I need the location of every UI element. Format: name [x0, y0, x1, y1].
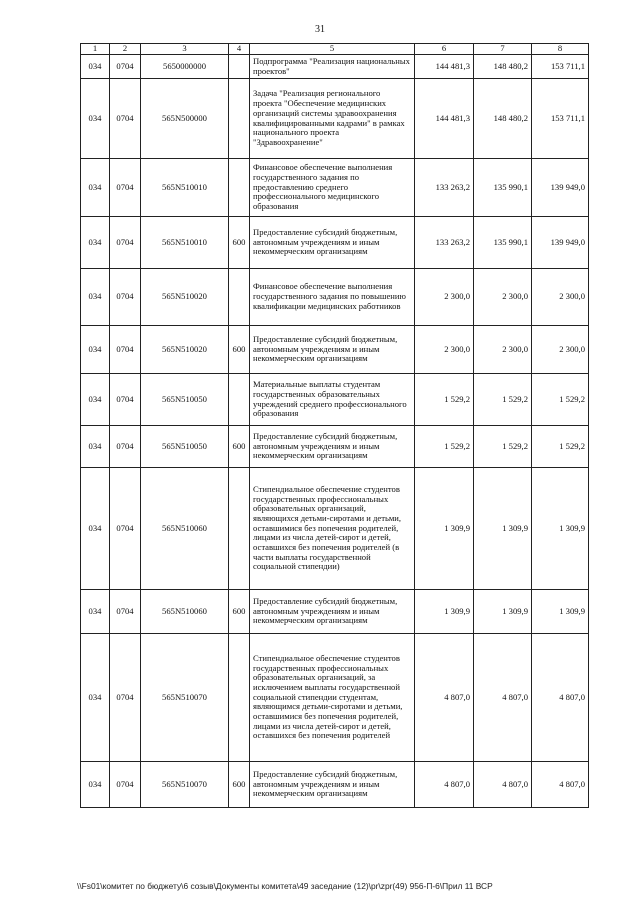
- amount-year-1-cell: 133 263,2: [415, 159, 474, 217]
- amount-year-2-cell: 135 990,1: [474, 159, 532, 217]
- amount-year-2-cell: 1 529,2: [474, 374, 532, 426]
- amount-year-3-cell: 1 309,9: [532, 590, 589, 634]
- footer-file-path: \\Fs01\комитет по бюджету\6 созыв\Документы комитета\49 заседание (12)\pr\zpr(49) 956-П-6\Прил 11 ВСР: [77, 881, 493, 891]
- target-article-cell: 565N510010: [141, 159, 229, 217]
- ministry-code-cell: 034: [81, 426, 110, 468]
- amount-year-2-cell: 2 300,0: [474, 269, 532, 326]
- description-cell: Предоставление субсидий бюджетным, автономным учреждениям и иным некоммерческим организациям: [250, 326, 415, 374]
- page-number: 31: [315, 24, 325, 35]
- amount-year-3-cell: 139 949,0: [532, 217, 589, 269]
- target-article-cell: 565N510050: [141, 426, 229, 468]
- ministry-code-cell: 034: [81, 269, 110, 326]
- expense-type-cell: [229, 159, 250, 217]
- description-cell: Предоставление субсидий бюджетным, автономным учреждениям и иным некоммерческим организациям: [250, 426, 415, 468]
- description-cell: Материальные выплаты студентам государственных образовательных учреждений среднего профессионального образования: [250, 374, 415, 426]
- amount-year-3-cell: 1 529,2: [532, 374, 589, 426]
- amount-year-3-cell: 153 711,1: [532, 55, 589, 79]
- table-header-row: [81, 44, 589, 55]
- column-header: 4: [229, 44, 250, 55]
- table-row: [81, 217, 589, 269]
- expense-type-cell: 600: [229, 590, 250, 634]
- table-row: [81, 374, 589, 426]
- table-row: [81, 159, 589, 217]
- expense-type-cell: [229, 468, 250, 590]
- target-article-cell: 565N510070: [141, 762, 229, 808]
- section-code-cell: 0704: [110, 374, 141, 426]
- column-header: 8: [532, 44, 589, 55]
- section-code-cell: 0704: [110, 634, 141, 762]
- section-code-cell: 0704: [110, 590, 141, 634]
- amount-year-2-cell: 1 309,9: [474, 590, 532, 634]
- ministry-code-cell: 034: [81, 159, 110, 217]
- table-row: [81, 79, 589, 159]
- expense-type-cell: [229, 634, 250, 762]
- section-code-cell: 0704: [110, 468, 141, 590]
- ministry-code-cell: 034: [81, 762, 110, 808]
- section-code-cell: 0704: [110, 762, 141, 808]
- column-header: 1: [81, 44, 110, 55]
- amount-year-2-cell: 135 990,1: [474, 217, 532, 269]
- description-cell: Подпрограмма "Реализация национальных проектов": [250, 55, 415, 79]
- target-article-cell: 565N510060: [141, 590, 229, 634]
- table-row: [81, 326, 589, 374]
- target-article-cell: 565N510070: [141, 634, 229, 762]
- description-cell: Стипендиальное обеспечение студентов государственных профессиональных образовательных организаций, за исключением выплаты государственной социальной стипендии студентам, являющимся детьми-сиротами и детьми, оставшимися без попечения родителей, лицами из числа детей-сирот и детей, оставшихся без попечения родителей: [250, 634, 415, 762]
- expense-type-cell: [229, 269, 250, 326]
- column-header: 5: [250, 44, 415, 55]
- amount-year-2-cell: 2 300,0: [474, 326, 532, 374]
- amount-year-1-cell: 1 309,9: [415, 590, 474, 634]
- amount-year-2-cell: 1 529,2: [474, 426, 532, 468]
- amount-year-3-cell: 2 300,0: [532, 326, 589, 374]
- expense-type-cell: 600: [229, 426, 250, 468]
- target-article-cell: 565N510050: [141, 374, 229, 426]
- ministry-code-cell: 034: [81, 590, 110, 634]
- amount-year-1-cell: 4 807,0: [415, 762, 474, 808]
- amount-year-1-cell: 1 529,2: [415, 374, 474, 426]
- table-row: [81, 762, 589, 808]
- table-row: [81, 426, 589, 468]
- column-header: 2: [110, 44, 141, 55]
- expense-type-cell: 600: [229, 326, 250, 374]
- table-row: [81, 634, 589, 762]
- ministry-code-cell: 034: [81, 79, 110, 159]
- table-row: [81, 468, 589, 590]
- amount-year-3-cell: 153 711,1: [532, 79, 589, 159]
- table-row: [81, 269, 589, 326]
- amount-year-3-cell: 1 529,2: [532, 426, 589, 468]
- target-article-cell: 565N510020: [141, 269, 229, 326]
- amount-year-3-cell: 139 949,0: [532, 159, 589, 217]
- amount-year-2-cell: 4 807,0: [474, 762, 532, 808]
- section-code-cell: 0704: [110, 217, 141, 269]
- target-article-cell: 5650000000: [141, 55, 229, 79]
- expense-type-cell: [229, 374, 250, 426]
- table-row: [81, 590, 589, 634]
- ministry-code-cell: 034: [81, 374, 110, 426]
- amount-year-1-cell: 2 300,0: [415, 269, 474, 326]
- amount-year-2-cell: 1 309,9: [474, 468, 532, 590]
- amount-year-3-cell: 4 807,0: [532, 634, 589, 762]
- table-body: [81, 55, 589, 808]
- description-cell: Предоставление субсидий бюджетным, автономным учреждениям и иным некоммерческим организациям: [250, 762, 415, 808]
- ministry-code-cell: 034: [81, 326, 110, 374]
- amount-year-3-cell: 1 309,9: [532, 468, 589, 590]
- amount-year-1-cell: 133 263,2: [415, 217, 474, 269]
- section-code-cell: 0704: [110, 326, 141, 374]
- description-cell: Предоставление субсидий бюджетным, автономным учреждениям и иным некоммерческим организациям: [250, 590, 415, 634]
- ministry-code-cell: 034: [81, 55, 110, 79]
- expense-type-cell: [229, 79, 250, 159]
- section-code-cell: 0704: [110, 79, 141, 159]
- target-article-cell: 565N500000: [141, 79, 229, 159]
- amount-year-1-cell: 1 309,9: [415, 468, 474, 590]
- target-article-cell: 565N510060: [141, 468, 229, 590]
- expense-type-cell: 600: [229, 217, 250, 269]
- ministry-code-cell: 034: [81, 634, 110, 762]
- description-cell: Предоставление субсидий бюджетным, автономным учреждениям и иным некоммерческим организациям: [250, 217, 415, 269]
- description-cell: Финансовое обеспечение выполнения государственного задания по предоставлению среднего профессионального медицинского образования: [250, 159, 415, 217]
- section-code-cell: 0704: [110, 159, 141, 217]
- description-cell: Финансовое обеспечение выполнения государственного задания по повышению квалификации медицинских работников: [250, 269, 415, 326]
- amount-year-2-cell: 148 480,2: [474, 55, 532, 79]
- expense-type-cell: [229, 55, 250, 79]
- column-header: 7: [474, 44, 532, 55]
- amount-year-1-cell: 1 529,2: [415, 426, 474, 468]
- section-code-cell: 0704: [110, 55, 141, 79]
- amount-year-3-cell: 2 300,0: [532, 269, 589, 326]
- amount-year-3-cell: 4 807,0: [532, 762, 589, 808]
- amount-year-1-cell: 4 807,0: [415, 634, 474, 762]
- budget-table: [80, 43, 589, 808]
- section-code-cell: 0704: [110, 269, 141, 326]
- expense-type-cell: 600: [229, 762, 250, 808]
- column-header: 3: [141, 44, 229, 55]
- amount-year-2-cell: 148 480,2: [474, 79, 532, 159]
- amount-year-1-cell: 144 481,3: [415, 55, 474, 79]
- amount-year-2-cell: 4 807,0: [474, 634, 532, 762]
- amount-year-1-cell: 2 300,0: [415, 326, 474, 374]
- column-header: 6: [415, 44, 474, 55]
- ministry-code-cell: 034: [81, 468, 110, 590]
- ministry-code-cell: 034: [81, 217, 110, 269]
- section-code-cell: 0704: [110, 426, 141, 468]
- amount-year-1-cell: 144 481,3: [415, 79, 474, 159]
- description-cell: Стипендиальное обеспечение студентов государственных профессиональных образовательных организаций, являющихся детьми-сиротами и детьми, оставшимися без попечения родителей, лицами из числа детей-сирот и детей, оставшихся без попечения родителей (в части выплаты государственной социальной стипендии): [250, 468, 415, 590]
- target-article-cell: 565N510010: [141, 217, 229, 269]
- description-cell: Задача "Реализация регионального проекта "Обеспечение медицинских организаций системы здравоохранения квалифицированными кадрами" в рамках национального проекта "Здравоохранение": [250, 79, 415, 159]
- table-row: [81, 55, 589, 79]
- target-article-cell: 565N510020: [141, 326, 229, 374]
